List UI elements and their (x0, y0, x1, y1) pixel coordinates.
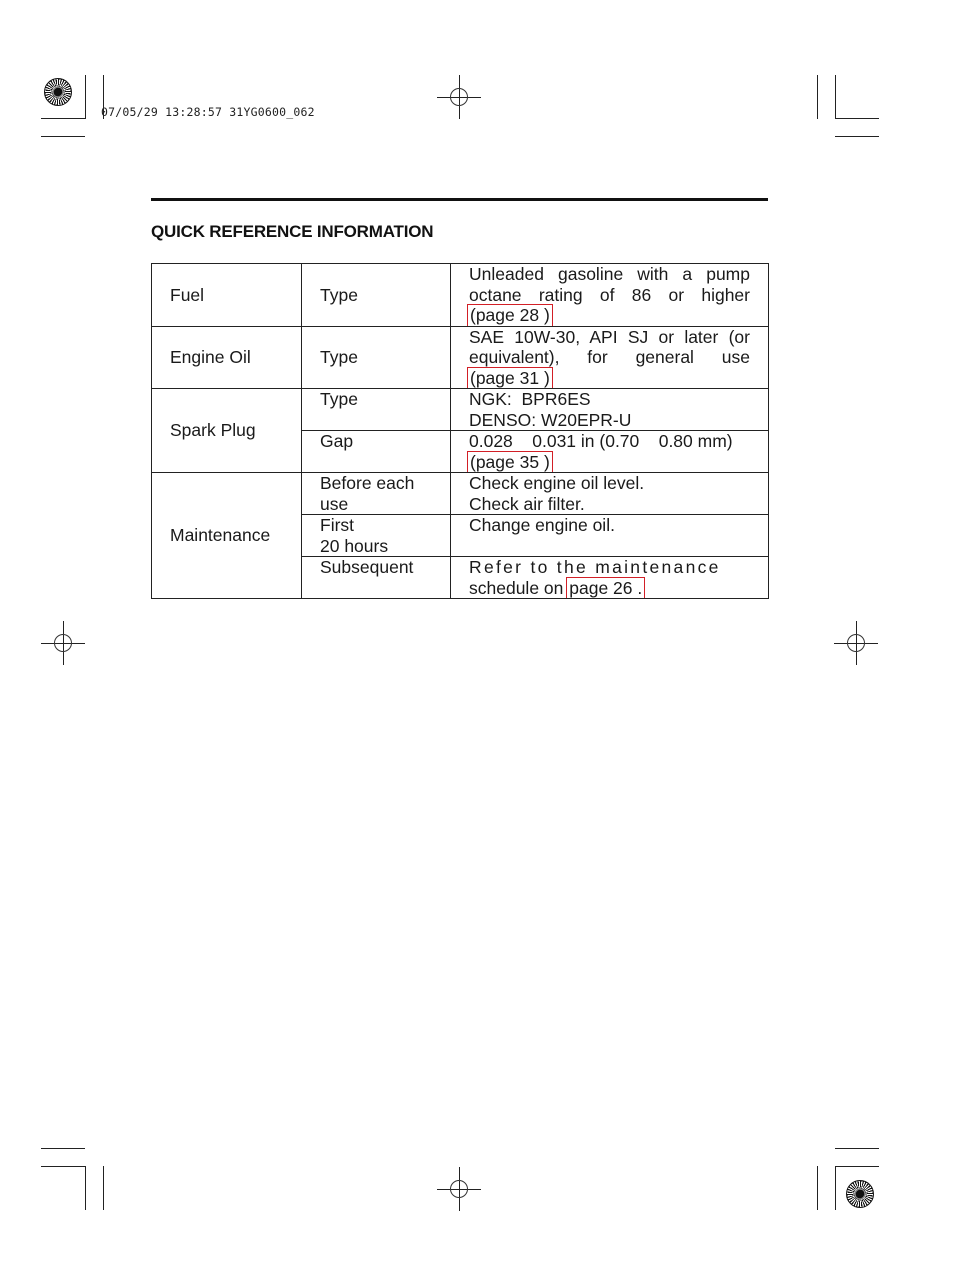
attr-label: 20 hours (320, 535, 389, 556)
attr-cell (302, 515, 451, 557)
item-cell (152, 326, 302, 389)
maintenance-task-line (469, 578, 750, 599)
table-row-maintenance-before (152, 473, 769, 515)
plug-spec-line: DENSO: W20EPR-U (469, 409, 632, 430)
value-cell (451, 326, 769, 389)
attr-cell (302, 431, 451, 473)
registration-target-icon (846, 1180, 874, 1208)
item-cell (152, 264, 302, 327)
maintenance-task: Check air filter. (469, 493, 585, 514)
attr-label: Type (320, 284, 358, 305)
page-reference-link[interactable]: (page 28 ) (470, 305, 550, 325)
oil-spec-text: SAE 10W-30, API SJ or later (or equivalent), for general use (469, 326, 750, 367)
attr-cell (302, 473, 451, 515)
value-cell (451, 431, 769, 473)
value-cell (451, 264, 769, 327)
item-cell (152, 389, 302, 473)
value-cell (451, 473, 769, 515)
attr-cell (302, 326, 451, 389)
fuel-spec-text: Unleaded gasoline with a pump octane rating of 86 or higher (469, 264, 750, 305)
value-cell (451, 389, 769, 431)
item-label: Fuel (170, 284, 205, 305)
attr-label: Before each use (320, 473, 415, 514)
print-stamp: 07/05/29 13:28:57 31YG0600_062 (101, 105, 315, 119)
page-reference-link[interactable]: (page 31 ) (470, 367, 550, 388)
page-reference-link[interactable]: (page 35 ) (470, 451, 550, 472)
gap-spec-text: 0.028 0.031 in (0.70 0.80 mm) (469, 431, 733, 451)
attr-cell (302, 389, 451, 431)
maintenance-task: schedule on (469, 577, 564, 598)
table-row-spark-plug-type (152, 389, 769, 431)
attr-label: First (320, 515, 355, 535)
attr-label: Subsequent (320, 557, 414, 577)
header-rule (151, 198, 768, 201)
plug-spec-line: NGK: BPR6ES (469, 389, 591, 409)
value-cell (451, 557, 769, 599)
attr-label: Gap (320, 431, 354, 451)
page-reference-link[interactable]: page 26 . (569, 577, 643, 598)
attr-label: Type (320, 347, 358, 367)
item-cell (152, 473, 302, 599)
table-row-fuel (152, 264, 769, 327)
attr-label: Type (320, 389, 358, 409)
item-label: Engine Oil (170, 347, 251, 367)
item-label: Spark Plug (170, 420, 256, 441)
quick-reference-table (151, 263, 769, 599)
section-title: QUICK REFERENCE INFORMATION (151, 222, 434, 241)
value-cell (451, 515, 769, 557)
maintenance-task: Change engine oil. (469, 515, 615, 535)
table-row-engine-oil (152, 326, 769, 389)
item-label: Maintenance (170, 525, 271, 546)
maintenance-task: Refer to the maintenance (469, 557, 721, 577)
attr-cell (302, 557, 451, 599)
attr-cell (302, 264, 451, 327)
maintenance-task: Check engine oil level. (469, 473, 645, 493)
registration-target-icon (44, 78, 72, 106)
